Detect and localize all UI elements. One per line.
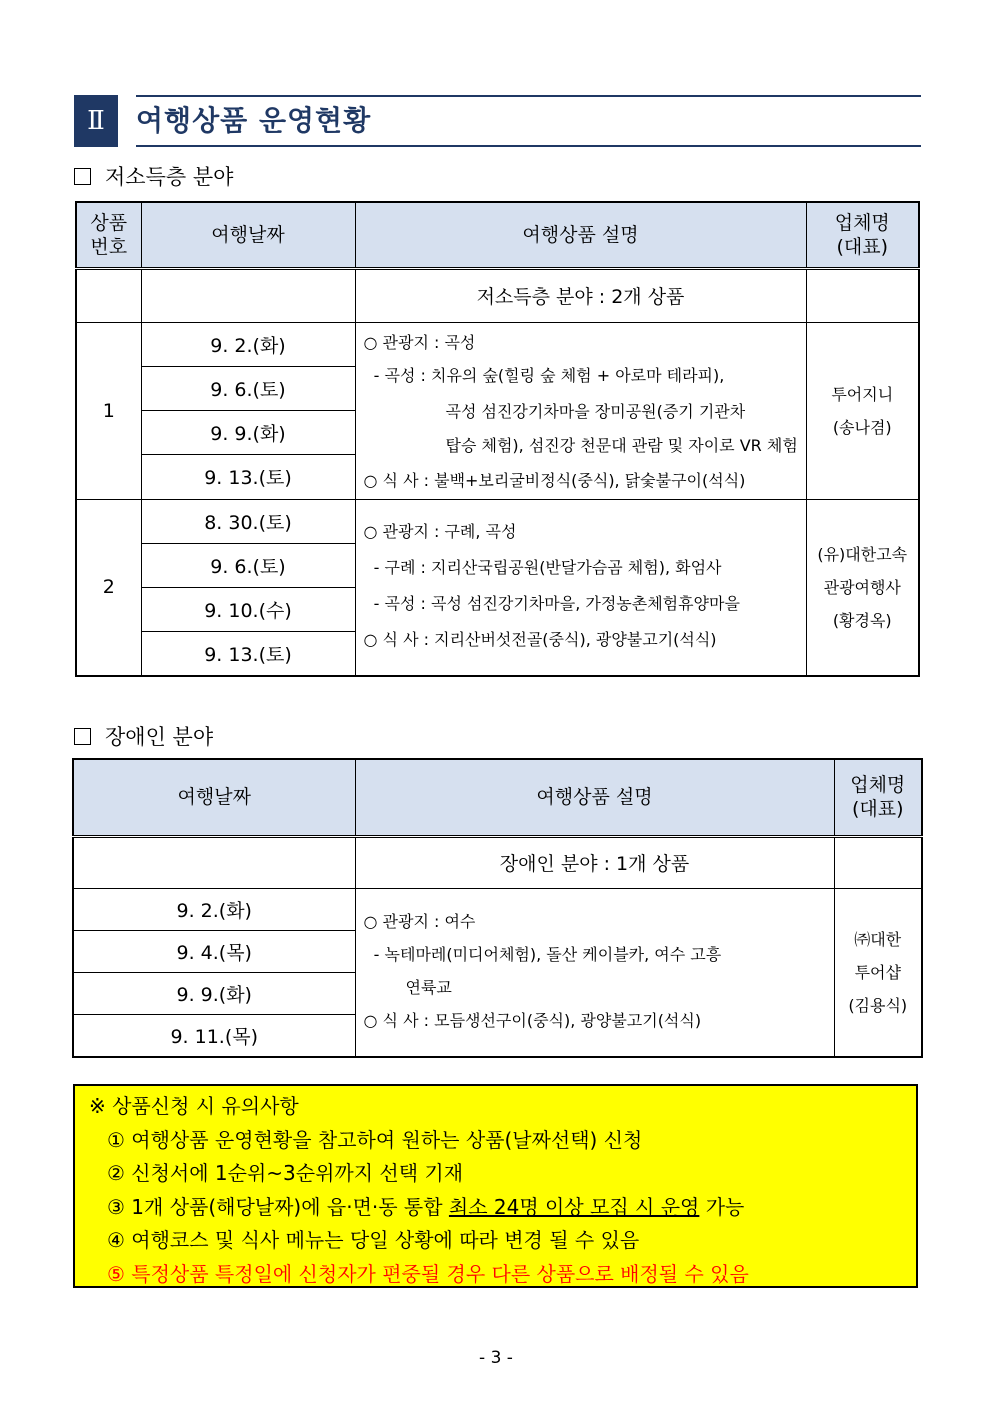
travel-date: 9. 4.(목)	[73, 930, 355, 972]
notice-box	[73, 1084, 918, 1288]
page-number: - 3 -	[479, 1348, 513, 1368]
summary-empty-cell	[76, 268, 141, 322]
notice-item-3-underline: 최소 24명 이상 모집 시 운영	[448, 1194, 700, 1219]
travel-date: 9. 6.(토)	[141, 543, 355, 587]
desc-line: ○ 관광지 : 곡성	[363, 332, 476, 352]
notice-item-5: ⑤ 특정상품 특정일에 신청자가 편중될 경우 다른 상품으로 배정될 수 있음	[107, 1261, 749, 1286]
subsection-heading: 저소득층 분야	[105, 165, 234, 189]
subsection-heading: 장애인 분야	[105, 725, 214, 749]
notice-item-3-post: 가능	[699, 1194, 745, 1219]
low-income-table	[75, 201, 920, 677]
header-description: 여행상품 설명	[355, 202, 806, 268]
desc-line: - 녹테마레(미디어체험), 돌산 케이블카, 여수 고흥	[363, 944, 722, 964]
disabled-table	[72, 758, 923, 1058]
product-number: 1	[76, 322, 141, 499]
product-description	[355, 322, 806, 499]
desc-line: ○ 식 사 : 지리산버섯전골(중식), 광양불고기(석식)	[363, 629, 717, 649]
company-name-line2: 관광여행사	[823, 577, 901, 597]
company-name: ㈜대한	[854, 929, 902, 949]
notice-item-2: ② 신청서에 1순위~3순위까지 선택 기재	[107, 1161, 464, 1185]
notice-item-3-pre: ③ 1개 상품(해당날짜)에 읍·면·동 통합	[107, 1194, 449, 1219]
company-name-line2: 투어샵	[854, 962, 901, 982]
header-company	[834, 759, 922, 836]
summary-empty-cell	[806, 268, 919, 322]
travel-date: 9. 10.(수)	[141, 587, 355, 631]
desc-line: ○ 식 사 : 불백+보리굴비정식(중식), 닭숯불구이(석식)	[363, 470, 746, 490]
header-no-line2: 번호	[90, 235, 128, 258]
subsection-low-income	[74, 160, 233, 192]
product-number: 2	[76, 499, 141, 676]
summary-cell: 장애인 분야 : 1개 상품	[355, 836, 834, 888]
checkbox-square-icon	[74, 728, 91, 745]
header-company	[806, 202, 919, 268]
product-description	[355, 499, 806, 676]
company-representative: (송나겸)	[832, 417, 892, 437]
travel-date: 8. 30.(토)	[141, 499, 355, 543]
desc-line: - 곡성 : 치유의 숲(힐링 숲 체험 + 아로마 테라피),	[363, 365, 725, 385]
notice-item-3	[89, 1191, 902, 1225]
header-description: 여행상품 설명	[355, 759, 834, 836]
header-company-line2: (대표)	[836, 235, 889, 258]
travel-date: 9. 13.(토)	[141, 455, 355, 499]
section-title: 여행상품 운영현황	[136, 104, 372, 137]
company-cell	[806, 322, 919, 499]
subsection-disabled	[74, 720, 213, 752]
header-product-no	[76, 202, 141, 268]
travel-date: 9. 2.(화)	[73, 888, 355, 930]
desc-line: 곡성 섬진강기차마을 장미공원(증기 기관차	[445, 401, 746, 421]
company-representative: (김용식)	[848, 995, 908, 1015]
summary-empty-cell	[141, 268, 355, 322]
travel-date: 9. 6.(토)	[141, 366, 355, 410]
desc-line: - 곡성 : 곡성 섬진강기차마을, 가정농촌체험휴양마을	[363, 593, 740, 613]
desc-line: ○ 식 사 : 모듬생선구이(중식), 광양불고기(석식)	[363, 1010, 702, 1030]
section-number: Ⅱ	[74, 95, 118, 147]
company-name: 투어지니	[831, 384, 894, 404]
header-company-line1: 업체명	[834, 211, 890, 234]
company-name: (유)대한고속	[817, 544, 908, 564]
summary-empty-cell	[73, 836, 355, 888]
checkbox-square-icon	[74, 168, 91, 185]
summary-cell: 저소득층 분야 : 2개 상품	[355, 268, 806, 322]
desc-line: - 구례 : 지리산국립공원(반달가슴곰 체험), 화엄사	[363, 557, 722, 577]
travel-date: 9. 9.(화)	[141, 411, 355, 455]
notice-item-4: ④ 여행코스 및 식사 메뉴는 당일 상황에 따라 변경 될 수 있음	[107, 1228, 640, 1252]
summary-empty-cell	[834, 836, 922, 888]
notice-item-1: ① 여행상품 운영현황을 참고하여 원하는 상품(날짜선택) 신청	[107, 1127, 643, 1152]
header-company-line2: (대표)	[851, 798, 904, 821]
notice-title: ※ 상품신청 시 유의사항	[89, 1094, 299, 1118]
header-company-line1: 업체명	[850, 774, 906, 797]
travel-date: 9. 2.(화)	[141, 322, 355, 366]
travel-date: 9. 13.(토)	[141, 631, 355, 676]
desc-line: ○ 관광지 : 구례, 곡성	[363, 521, 517, 541]
travel-date: 9. 11.(목)	[73, 1014, 355, 1057]
company-cell	[834, 888, 922, 1057]
section-rule-bottom	[136, 145, 921, 147]
desc-line: 탑승 체험), 섬진강 천문대 관람 및 자이로 VR 체험	[445, 435, 798, 455]
travel-date: 9. 9.(화)	[73, 972, 355, 1014]
company-cell	[806, 499, 919, 676]
desc-line: 연륙교	[405, 977, 452, 997]
company-representative: (황경옥)	[832, 610, 892, 630]
section-header	[74, 95, 921, 147]
desc-line: ○ 관광지 : 여수	[363, 911, 476, 931]
product-description	[355, 888, 834, 1057]
header-no-line1: 상품	[90, 211, 128, 234]
header-date: 여행날짜	[73, 759, 355, 836]
header-date: 여행날짜	[141, 202, 355, 268]
